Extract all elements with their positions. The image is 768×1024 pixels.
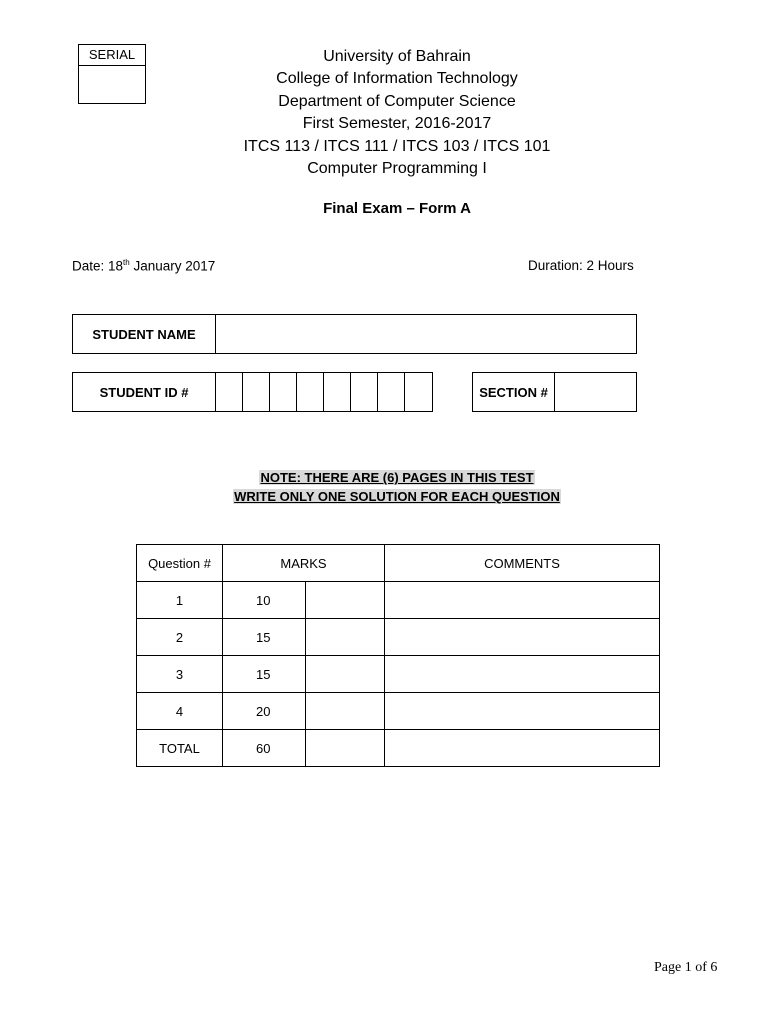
question-number: 1 [137,582,223,619]
student-id-digit[interactable] [351,373,378,411]
max-marks: 15 [223,619,306,656]
table-row [137,693,660,730]
question-number: 2 [137,619,223,656]
student-name-box [72,314,637,354]
total-max-marks: 60 [223,730,306,767]
student-id-digit[interactable] [243,373,270,411]
student-id-box [72,372,433,412]
date-rest: January 2017 [129,258,216,274]
serial-box [78,44,146,104]
note-pages: NOTE: THERE ARE (6) PAGES IN THIS TEST [260,470,534,485]
table-row [137,582,660,619]
page-number: Page 1 of 6 [654,960,718,975]
student-id-digit[interactable] [216,373,243,411]
student-name-label: STUDENT NAME [73,315,216,353]
note-solution: WRITE ONLY ONE SOLUTION FOR EACH QUESTION [234,489,560,504]
table-row-total [137,730,660,767]
university-name: University of Bahrain [323,48,471,65]
comments-header: COMMENTS [385,545,660,582]
date-prefix: Date: 18 [72,258,124,274]
earned-marks-cell[interactable] [306,693,385,730]
exam-title: Final Exam – Form A [323,200,471,217]
exam-duration: Duration: 2 Hours [528,258,634,273]
student-name-field[interactable] [216,315,636,353]
exam-date [72,258,215,274]
question-number: 4 [137,693,223,730]
section-label: SECTION # [473,373,555,411]
student-id-digit[interactable] [297,373,324,411]
marks-header: MARKS [223,545,385,582]
total-label: TOTAL [137,730,223,767]
earned-marks-cell[interactable] [306,656,385,693]
course-codes: ITCS 113 / ITCS 111 / ITCS 103 / ITCS 101 [243,137,551,155]
marks-table [136,544,660,767]
section-field[interactable] [555,373,636,411]
student-id-label: STUDENT ID # [73,373,216,411]
comments-cell[interactable] [385,582,660,619]
student-id-digit[interactable] [405,373,432,411]
department-name: Department of Computer Science [278,92,516,110]
comments-cell[interactable] [385,619,660,656]
student-id-digit[interactable] [270,373,297,411]
serial-label: SERIAL [79,45,145,66]
earned-marks-cell[interactable] [306,619,385,656]
test-note [150,468,644,506]
total-comments-cell[interactable] [385,730,660,767]
comments-cell[interactable] [385,693,660,730]
college-name: College of Information Technology [276,70,518,88]
table-row [137,656,660,693]
question-header: Question # [137,545,223,582]
student-id-digit[interactable] [324,373,351,411]
date-suffix-ordinal: th [123,258,130,267]
table-row [137,619,660,656]
max-marks: 20 [223,693,306,730]
student-id-digit[interactable] [378,373,405,411]
total-earned-cell[interactable] [306,730,385,767]
section-box [472,372,637,412]
exam-header [200,46,594,180]
question-number: 3 [137,656,223,693]
table-header-row [137,545,660,582]
semester: First Semester, 2016-2017 [302,115,492,133]
max-marks: 15 [223,656,306,693]
max-marks: 10 [223,582,306,619]
comments-cell[interactable] [385,656,660,693]
earned-marks-cell[interactable] [306,582,385,619]
course-name: Computer Programming I [307,160,487,178]
